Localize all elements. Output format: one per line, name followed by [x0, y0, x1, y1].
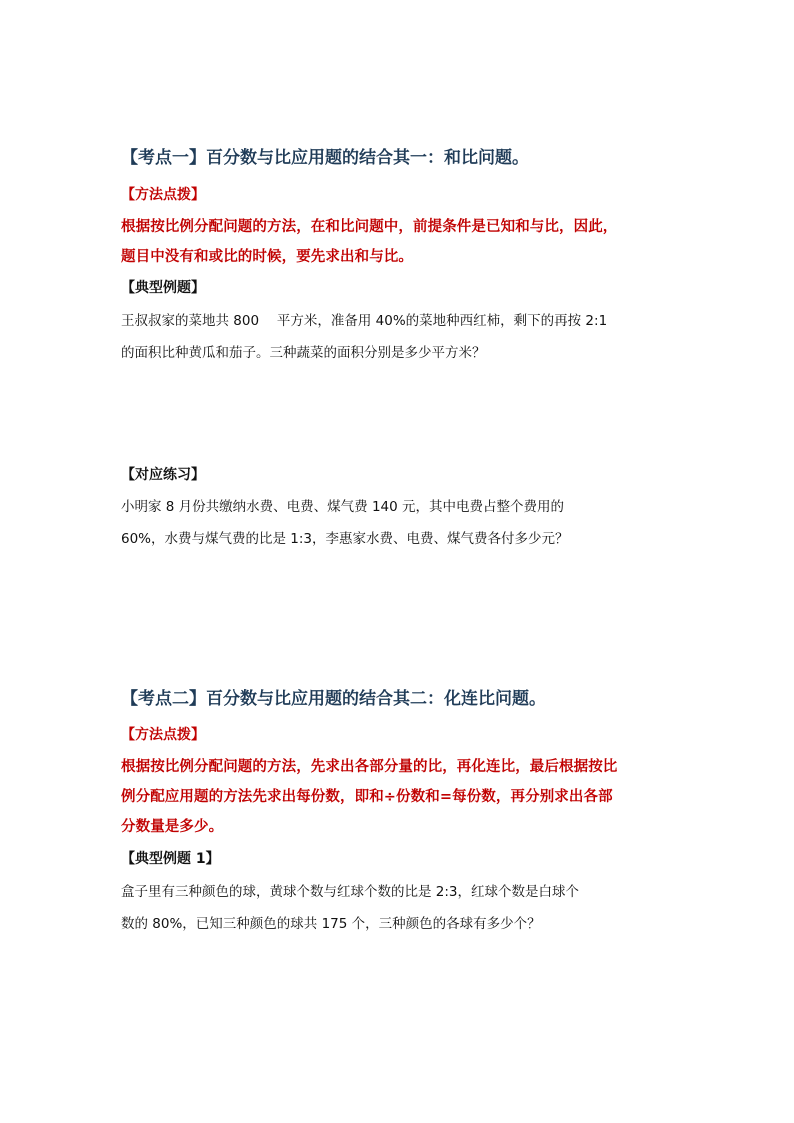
section2-method-line: 根据按比例分配问题的方法，先求出各部分量的比，再化连比，最后根据按比	[121, 759, 618, 775]
section1-method-line: 题目中没有和或比的时候，要先求出和与比。	[121, 249, 413, 265]
section1-example-line: 王叔叔家的菜地共 800 平方米，准备用 40%的菜地种西红柿，剩下的再按 2:1	[121, 313, 608, 329]
section1-example-line: 的面积比种黄瓜和茄子。三种蔬菜的面积分别是多少平方米？	[121, 345, 486, 361]
section1-practice-label: 【对应练习】	[121, 467, 205, 483]
section2-example-text	[121, 876, 681, 940]
section1-heading: 【考点一】百分数与比应用题的结合其一：和比问题。	[121, 148, 529, 168]
section1-example-text	[121, 305, 681, 369]
section2-method-text	[121, 752, 681, 842]
section2-method-label: 【方法点拨】	[121, 727, 205, 743]
section2-example-line: 盒子里有三种颜色的球，黄球个数与红球个数的比是 2:3，红球个数是白球个	[121, 884, 580, 900]
section1-method-text	[121, 212, 681, 272]
section2-example-label: 【典型例题 1】	[121, 851, 220, 867]
section1-method-line: 根据按比例分配问题的方法，在和比问题中，前提条件是已知和与比，因此，	[121, 219, 618, 235]
section1-practice-text	[121, 491, 681, 555]
section1-method-label: 【方法点拨】	[121, 187, 205, 203]
section2-method-line: 分数量是多少。	[121, 819, 224, 835]
section1-practice-line: 小明家 8 月份共缴纳水费、电费、煤气费 140 元，其中电费占整个费用的	[121, 499, 565, 515]
section2-method-line: 例分配应用题的方法先求出每份数，即和÷份数和=每份数，再分别求出各部	[121, 789, 613, 805]
section1-practice-line: 60%，水费与煤气费的比是 1:3，李惠家水费、电费、煤气费各付多少元？	[121, 531, 569, 547]
section1-example-label: 【典型例题】	[121, 280, 205, 296]
section2-example-line: 数的 80%，已知三种颜色的球共 175 个，三种颜色的各球有多少个？	[121, 916, 541, 932]
section2-heading: 【考点二】百分数与比应用题的结合其二：化连比问题。	[121, 689, 546, 709]
